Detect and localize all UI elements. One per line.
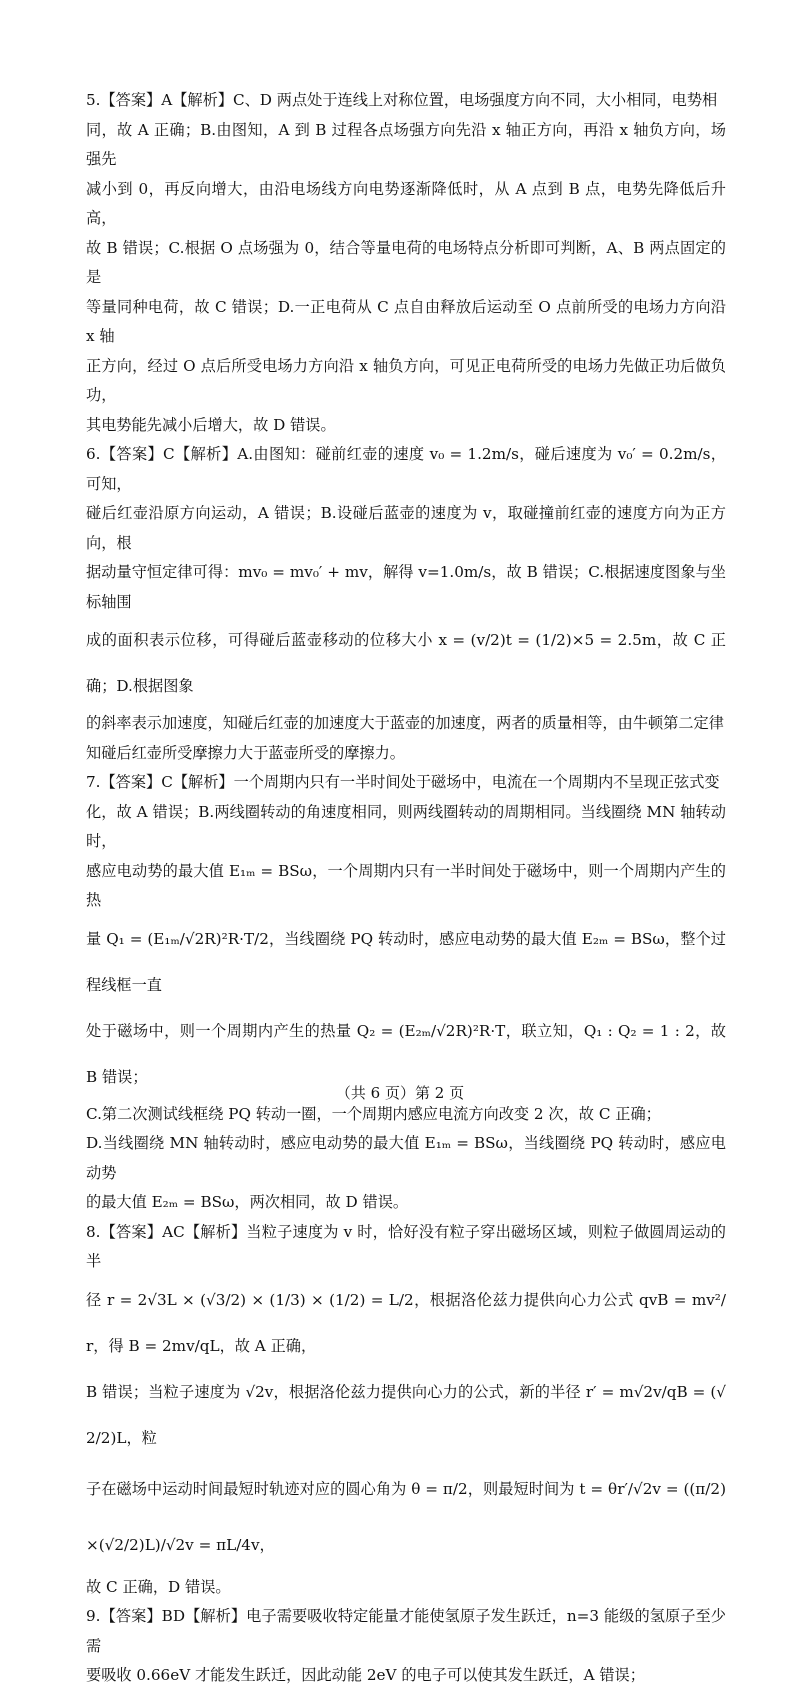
text-line: 的最大值 E₂ₘ = BSω，两次相同，故 D 错误。 xyxy=(86,1193,409,1211)
text-line: 7.【答案】C【解析】一个周期内只有一半时间处于磁场中，电流在一个周期内不呈现正弦式变 xyxy=(86,773,720,791)
text-line: 其电势能先减小后增大，故 D 错误。 xyxy=(86,415,336,434)
answer-page xyxy=(86,86,726,1691)
text-line: 据动量守恒定律可得：mv₀ = mv₀′ + mv，解得 v=1.0m/s，故 B 错误；C.根据速度图象与坐标轴围 xyxy=(86,563,726,611)
text-line: 径 r = 2√3L × (√3/2) × (1/3) × (1/2) = L/2，根据洛伦兹力提供向心力公式 qvB = mv²/r，得 B = 2mv/qL，故 A 正确， xyxy=(86,1290,726,1355)
text-line: 要吸收 0.66eV 才能发生跃迁，因此动能 2eV 的电子可以使其发生跃迁，A 错误； xyxy=(86,1666,645,1684)
text-line: 故 B 错误；C.根据 O 点场强为 0，结合等量电荷的电场特点分析即可判断，A、B 两点固定的是 xyxy=(86,238,726,286)
text-line: 8.【答案】AC【解析】当粒子速度为 v 时，恰好没有粒子穿出磁场区域，则粒子做圆周运动的半 xyxy=(86,1222,726,1270)
answer-item-5 xyxy=(86,86,726,440)
text-line: 处于磁场中，则一个周期内产生的热量 Q₂ = (E₂ₘ/√2R)²R·T，联立知，Q₁ : Q₂ = 1 : 2，故 B 错误； xyxy=(86,1021,726,1086)
text-line: 成的面积表示位移，可得碰后蓝壶移动的位移大小 x = (v/2)t = (1/2)×5 = 2.5m，故 C 正确；D.根据图象 xyxy=(86,631,726,695)
text-line: 减小到 0，再反向增大，由沿电场线方向电势逐渐降低时，从 A 点到 B 点，电势先降低后升高， xyxy=(86,179,726,227)
page-footer: （共 6 页）第 2 页 xyxy=(335,1084,465,1102)
text-line: 感应电动势的最大值 E₁ₘ = BSω，一个周期内只有一半时间处于磁场中，则一个周期内产生的热 xyxy=(86,861,726,909)
text-line: 同，故 A 正确；B.由图知，A 到 B 过程各点场强方向先沿 x 轴正方向，再沿 x 轴负方向，场强先 xyxy=(86,120,726,168)
text-line: 故 C 正确，D 错误。 xyxy=(86,1577,231,1596)
text-line: B 错误；当粒子速度为 √2v，根据洛伦兹力提供向心力的公式，新的半径 r′ = m√2v/qB = (√2/2)L，粒 xyxy=(86,1382,726,1447)
text-line: 等量同种电荷，故 C 错误；D.一正电荷从 C 点自由释放后运动至 O 点前所受的电场力方向沿 x 轴 xyxy=(86,297,726,345)
text-line: 正方向，经过 O 点后所受电场力方向沿 x 轴负方向，可见正电荷所受的电场力先做正功后做负功， xyxy=(86,356,726,404)
text-line: 量 Q₁ = (E₁ₘ/√2R)²R·T/2，当线圈绕 PQ 转动时，感应电动势的最大值 E₂ₘ = BSω，整个过程线框一直 xyxy=(86,929,726,994)
text-line: 知碰后红壶所受摩擦力大于蓝壶所受的摩擦力。 xyxy=(86,743,405,762)
answer-item-9 xyxy=(86,1602,726,1691)
text-line: 化，故 A 错误；B.两线圈转动的角速度相同，则两线圈转动的周期相同。当线圈绕 MN 轴转动时， xyxy=(86,802,726,850)
text-line: 5.【答案】A【解析】C、D 两点处于连线上对称位置，电场强度方向不同，大小相同，电势相 xyxy=(86,91,718,109)
text-line: 6.【答案】C【解析】A.由图知：碰前红壶的速度 v₀ = 1.2m/s，碰后速度为 v₀′ = 0.2m/s，可知， xyxy=(86,445,726,493)
text-line: 9.【答案】BD【解析】电子需要吸收特定能量才能使氢原子发生跃迁，n=3 能级的氢原子至少需 xyxy=(86,1607,726,1655)
text-line: D.当线圈绕 MN 轴转动时，感应电动势的最大值 E₁ₘ = BSω，当线圈绕 PQ 转动时，感应电动势 xyxy=(86,1134,726,1182)
text-line: 碰后红壶沿原方向运动，A 错误；B.设碰后蓝壶的速度为 v，取碰撞前红壶的速度方向为正方向，根 xyxy=(86,504,726,552)
answer-item-7 xyxy=(86,768,726,1218)
text-line: 子在磁场中运动时间最短时轨迹对应的圆心角为 θ = π/2，则最短时间为 t = θr′/√2v = ((π/2)×(√2/2)L)/√2v = πL/4v， xyxy=(86,1479,726,1554)
answer-item-6 xyxy=(86,440,726,768)
answer-item-8 xyxy=(86,1218,726,1603)
text-line: C.第二次测试线框绕 PQ 转动一圈，一个周期内感应电流方向改变 2 次，故 C 正确； xyxy=(86,1104,661,1123)
text-line: 的斜率表示加速度，知碰后红壶的加速度大于蓝壶的加速度，两者的质量相等，由牛顿第二定律 xyxy=(86,714,724,732)
